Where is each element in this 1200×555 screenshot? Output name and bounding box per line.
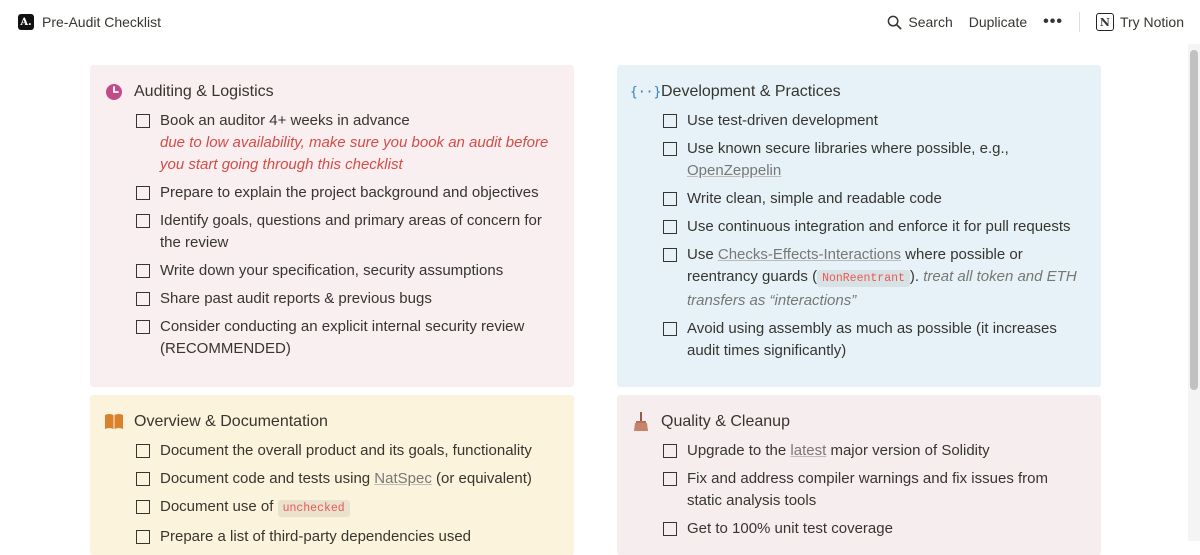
card-quality-cleanup	[617, 395, 1101, 555]
todo-label: Book an auditor 4+ weeks in advance	[160, 112, 410, 129]
todo-item	[136, 465, 560, 493]
todo-text: Write down your specification, security assumptions	[160, 262, 504, 279]
todo-checkbox[interactable]	[136, 214, 150, 228]
inline-code: NonReentrant	[817, 270, 910, 287]
card-auditing-logistics	[90, 65, 574, 387]
try-notion-button[interactable]	[1096, 13, 1184, 31]
more-icon: •••	[1043, 13, 1063, 30]
workspace-logo-icon[interactable]: A.	[18, 14, 34, 30]
todo-label: Document code and tests using	[160, 470, 371, 487]
todo-checkbox[interactable]	[663, 248, 677, 262]
todo-label: ).	[909, 268, 920, 285]
top-actions	[887, 12, 1184, 32]
braces-icon	[630, 82, 662, 102]
duplicate-label: Duplicate	[968, 14, 1028, 30]
todo-text	[687, 440, 990, 462]
card-title: Auditing & Logistics	[134, 83, 274, 100]
todo-text: Use continuous integration and enforce it for pull requests	[687, 218, 1071, 235]
todo-label: (or equivalent)	[436, 470, 532, 487]
todo-checkbox[interactable]	[663, 114, 677, 128]
todo-checkbox[interactable]	[136, 444, 150, 458]
todo-label: Upgrade to the	[687, 442, 787, 459]
todo-label: Document use of	[160, 498, 274, 515]
openzeppelin-link[interactable]: OpenZeppelin	[687, 162, 782, 179]
todo-note: due to low availability, make sure you book an audit before you start going through this checklist	[160, 134, 549, 173]
todo-item	[663, 107, 1087, 135]
todo-text	[687, 244, 1077, 312]
page-title[interactable]: Pre-Audit Checklist	[42, 14, 162, 30]
card-header	[104, 79, 560, 105]
broom-icon	[631, 412, 651, 432]
card-header	[104, 409, 560, 435]
todo-text	[160, 110, 550, 176]
todo-item	[136, 523, 560, 551]
todo-item	[136, 437, 560, 465]
todo-checkbox[interactable]	[136, 186, 150, 200]
todo-checkbox[interactable]	[663, 322, 677, 336]
todo-text: Identify goals, questions and primary areas of concern for the review	[160, 212, 542, 251]
natspec-link[interactable]: NatSpec	[374, 470, 432, 487]
todo-text: Fix and address compiler warnings and fix issues from static analysis tools	[687, 470, 1048, 509]
todo-item	[663, 465, 1087, 515]
todo-checkbox[interactable]	[136, 500, 150, 514]
todo-text	[160, 496, 350, 520]
todo-text: Document the overall product and its goals, functionality	[160, 442, 532, 459]
todo-checkbox[interactable]	[663, 220, 677, 234]
card-title: Quality & Cleanup	[661, 413, 790, 430]
todo-checkbox[interactable]	[663, 522, 677, 536]
todo-note: treat all token and ETH transfers as “interactions”	[687, 268, 1077, 309]
todo-item	[136, 207, 560, 257]
try-notion-label: Try Notion	[1119, 14, 1184, 30]
search-icon	[887, 15, 902, 30]
search-label: Search	[908, 14, 953, 30]
more-options-button[interactable]	[1043, 13, 1063, 31]
todo-item	[136, 257, 560, 285]
todo-item	[136, 285, 560, 313]
todo-item	[663, 213, 1087, 241]
todo-text	[687, 138, 1077, 182]
todo-text: Avoid using assembly as much as possible (it increases audit times significantly)	[687, 320, 1057, 359]
todo-text: Consider conducting an explicit internal security review (RECOMMENDED)	[160, 318, 525, 357]
todo-text	[160, 468, 532, 490]
scrollbar-thumb[interactable]	[1190, 50, 1198, 390]
latest-link[interactable]: latest	[790, 442, 827, 459]
todo-checkbox[interactable]	[663, 472, 677, 486]
todo-item	[663, 515, 1087, 543]
todo-item	[663, 437, 1087, 465]
svg-text:{··}: {··}	[630, 85, 662, 100]
todo-item	[663, 135, 1087, 185]
todo-text: Prepare a list of third-party dependencies used	[160, 528, 472, 545]
todo-checkbox[interactable]	[136, 264, 150, 278]
card-title: Development & Practices	[661, 83, 841, 100]
search-button[interactable]	[887, 14, 952, 30]
todo-checkbox[interactable]	[136, 320, 150, 334]
card-overview-documentation	[90, 395, 574, 555]
card-header	[631, 409, 1087, 435]
todo-text: Prepare to explain the project background and objectives	[160, 184, 539, 201]
card-title: Overview & Documentation	[134, 413, 328, 430]
todo-item	[663, 185, 1087, 213]
todo-item	[136, 313, 560, 363]
todo-checkbox[interactable]	[663, 192, 677, 206]
todo-text: Share past audit reports & previous bugs	[160, 290, 432, 307]
todo-checkbox[interactable]	[136, 530, 150, 544]
todo-checkbox[interactable]	[663, 142, 677, 156]
todo-label: Use known secure libraries where possible, e.g.,	[687, 140, 1009, 157]
book-icon	[104, 412, 124, 432]
todo-text: Write clean, simple and readable code	[687, 190, 942, 207]
todo-item	[136, 107, 560, 179]
card-development-practices	[617, 65, 1101, 387]
todo-label: Use	[687, 246, 714, 263]
todo-checkbox[interactable]	[663, 444, 677, 458]
todo-item	[663, 315, 1087, 365]
todo-text: Use test-driven development	[687, 112, 878, 129]
todo-item	[136, 179, 560, 207]
todo-item	[663, 241, 1087, 315]
todo-label: where possible or reentrancy guards (	[687, 246, 1023, 285]
checks-effects-interactions-link[interactable]: Checks-Effects-Interactions	[717, 246, 901, 263]
duplicate-button[interactable]	[969, 14, 1027, 30]
todo-checkbox[interactable]	[136, 472, 150, 486]
toolbar-divider	[1079, 12, 1080, 32]
clock-icon	[104, 82, 124, 102]
todo-checkbox[interactable]	[136, 114, 150, 128]
card-header	[631, 79, 1087, 105]
notion-logo-icon: N	[1096, 13, 1114, 31]
todo-text: Get to 100% unit test coverage	[687, 520, 893, 537]
inline-code: unchecked	[278, 500, 350, 517]
todo-item	[136, 493, 560, 523]
top-bar	[0, 0, 1200, 44]
todo-label: major version of Solidity	[830, 442, 990, 459]
todo-checkbox[interactable]	[136, 292, 150, 306]
